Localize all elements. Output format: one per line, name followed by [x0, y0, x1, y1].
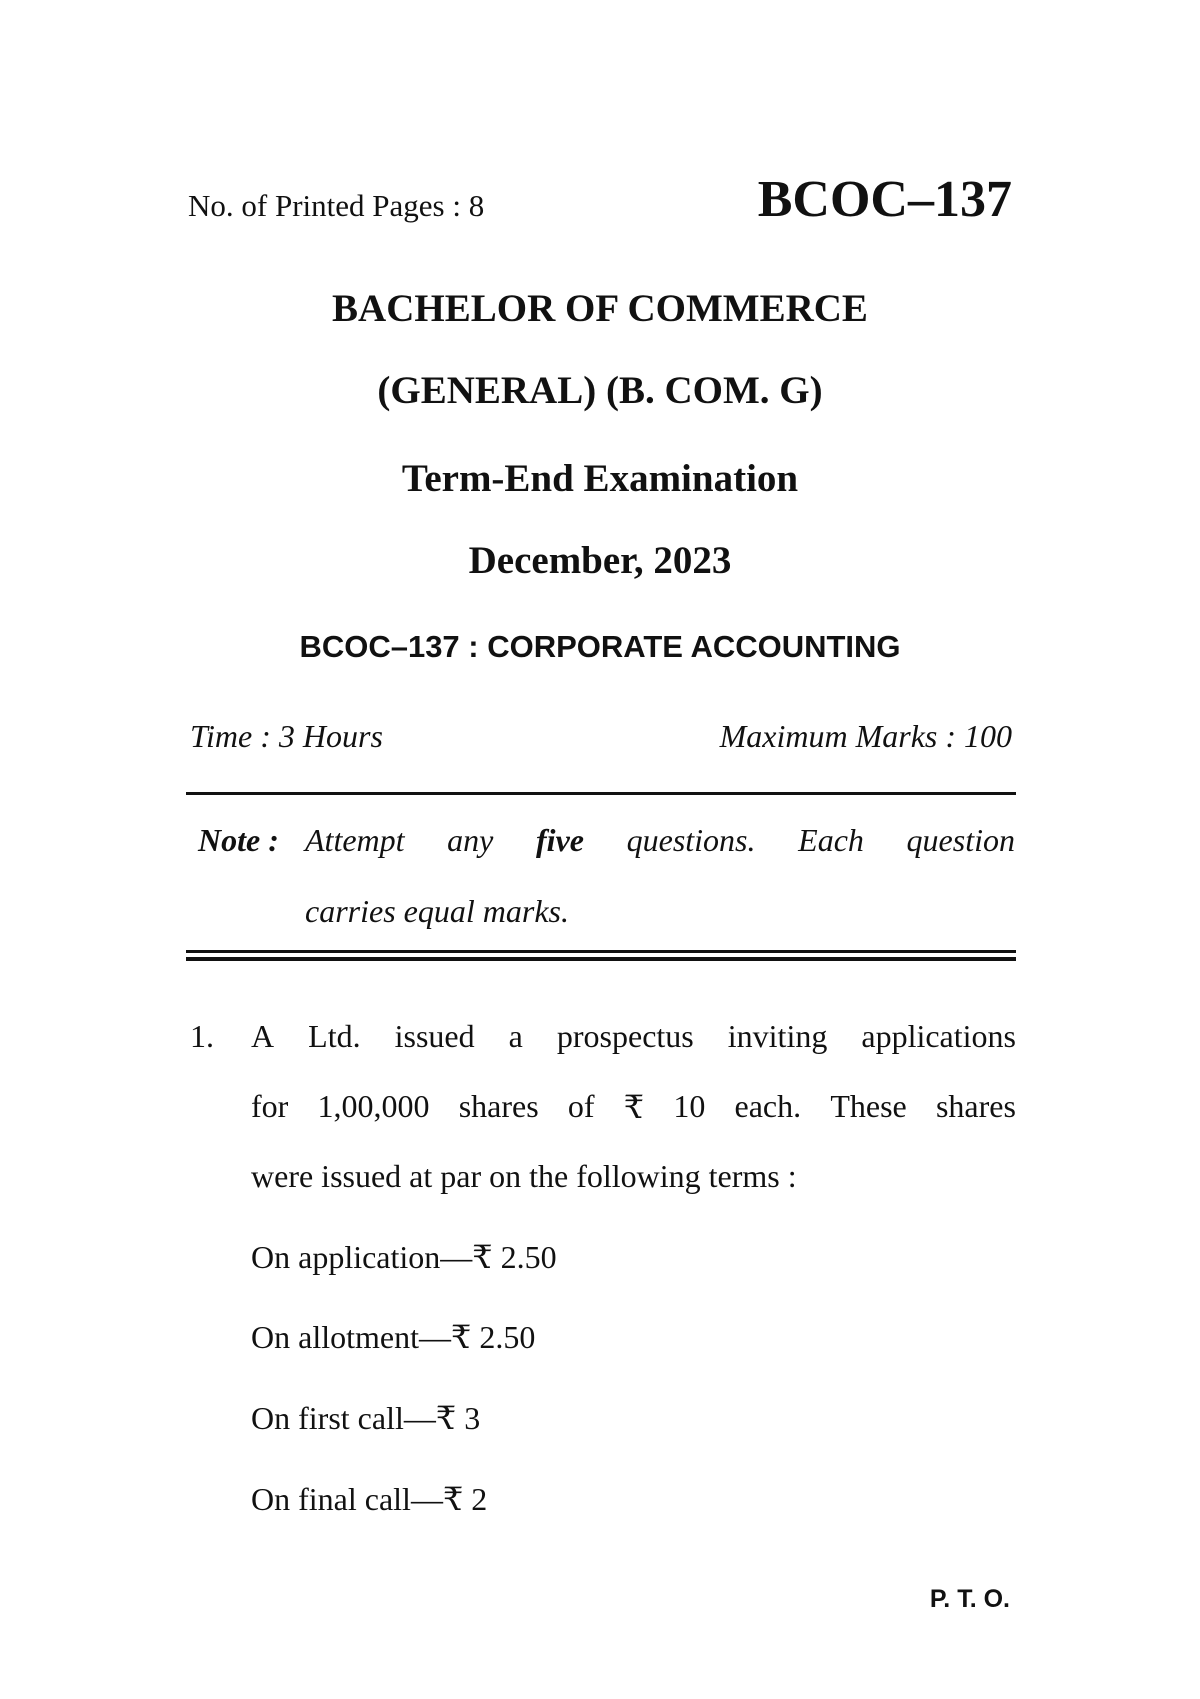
- question-word: for: [251, 1088, 289, 1124]
- question-word: shares: [935, 1088, 1016, 1124]
- exam-time: Time : 3 Hours: [190, 718, 383, 754]
- double-rule-top: [186, 950, 1016, 953]
- please-turn-over: P. T. O.: [929, 1585, 1010, 1613]
- note-label: Note :: [198, 822, 279, 858]
- maximum-marks: Maximum Marks : 100: [719, 718, 1012, 754]
- note-word: Each: [798, 822, 864, 858]
- question-number: 1.: [190, 1018, 214, 1054]
- degree-subtitle: (GENERAL) (B. COM. G): [377, 369, 823, 412]
- rupee-symbol: ₹: [623, 1089, 645, 1125]
- note-word: questions.: [626, 822, 756, 858]
- course-code: BCOC–137: [757, 171, 1012, 228]
- question-word: of: [567, 1088, 595, 1124]
- question-word: prospectus: [556, 1018, 694, 1054]
- note-word: Attempt: [305, 822, 405, 858]
- payment-term-application: On application—₹ 2.50: [251, 1239, 557, 1275]
- question-word: 10: [673, 1088, 706, 1124]
- divider-rule: [186, 792, 1016, 795]
- question-word: A: [251, 1018, 275, 1054]
- note-word: question: [906, 822, 1015, 858]
- note-instruction-line2: carries equal marks.: [305, 893, 569, 929]
- question-word: 1,00,000: [317, 1088, 430, 1124]
- note-instruction-line1: [305, 822, 1015, 859]
- paper-subject: BCOC–137 : CORPORATE ACCOUNTING: [299, 629, 901, 664]
- question-word: shares: [458, 1088, 539, 1124]
- question-word: inviting: [727, 1018, 828, 1054]
- payment-term-allotment: On allotment—₹ 2.50: [251, 1319, 536, 1355]
- printed-pages-count: No. of Printed Pages : 8: [188, 188, 485, 223]
- question-word: Ltd.: [308, 1018, 361, 1054]
- question-word: These: [830, 1088, 907, 1124]
- question-word: issued: [394, 1018, 475, 1054]
- exam-title: Term-End Examination: [401, 457, 799, 500]
- degree-title: BACHELOR OF COMMERCE: [332, 287, 868, 330]
- question-text-line1: [251, 1018, 1016, 1055]
- question-word: each.: [734, 1088, 802, 1124]
- double-rule-bottom: [186, 957, 1016, 961]
- note-word: any: [447, 822, 494, 858]
- question-text-line2: [251, 1088, 1016, 1126]
- question-text-line3: were issued at par on the following terms :: [251, 1158, 797, 1194]
- payment-term-first-call: On first call—₹ 3: [251, 1400, 481, 1436]
- question-word: a: [508, 1018, 523, 1054]
- payment-term-final-call: On final call—₹ 2: [251, 1481, 488, 1517]
- exam-session: December, 2023: [468, 539, 732, 582]
- question-word: applications: [861, 1018, 1016, 1054]
- note-word-emphasis: five: [536, 822, 584, 858]
